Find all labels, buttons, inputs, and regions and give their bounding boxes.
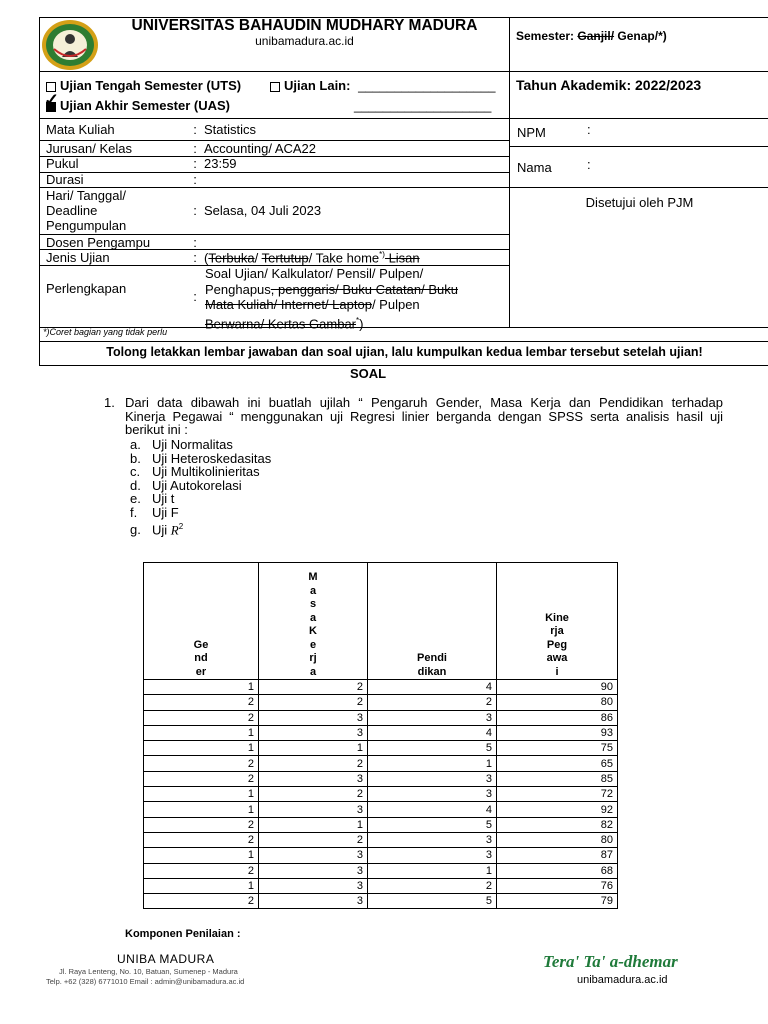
table-cell: 68 [497, 863, 618, 878]
table-cell: 4 [368, 802, 497, 817]
table-cell: 80 [497, 832, 618, 847]
checkmark-icon: ✓ [44, 90, 60, 110]
strike-note: *)Coret bagian yang tidak perlu [43, 327, 168, 337]
table-cell: 5 [368, 741, 497, 756]
semester: Semester: Ganjil/ Genap/*) [516, 29, 667, 43]
table-row [144, 680, 618, 695]
nama-label: Nama [517, 160, 552, 175]
table-cell: 3 [259, 878, 368, 893]
table-cell: 2 [368, 878, 497, 893]
table-cell: 1 [259, 741, 368, 756]
header-gender: Ge nd er [144, 563, 259, 680]
divider [39, 118, 768, 119]
table-cell: 2 [144, 771, 259, 786]
table-cell: 1 [259, 817, 368, 832]
table-cell: 90 [497, 680, 618, 695]
table-cell: 2 [259, 695, 368, 710]
table-row [144, 878, 618, 893]
table-cell: 3 [259, 710, 368, 725]
table-cell: 1 [144, 878, 259, 893]
field-deadline-label: Hari/ Tanggal/ Deadline Pengumpulan [46, 188, 127, 233]
table-cell: 2 [144, 756, 259, 771]
table-row [144, 771, 618, 786]
divider [39, 71, 768, 72]
table-cell: 4 [368, 725, 497, 740]
question-number: 1. [104, 395, 115, 410]
table-cell: 2 [144, 832, 259, 847]
table-cell: 3 [368, 832, 497, 847]
table-cell: 93 [497, 725, 618, 740]
table-cell: 2 [259, 787, 368, 802]
table-cell: 3 [368, 710, 497, 725]
field-mata-kuliah: Mata Kuliah : Statistics [46, 122, 257, 137]
field-perlengkapan-label: Perlengkapan: [46, 281, 197, 304]
field-deadline-value: : Selasa, 04 Juli 2023 [193, 203, 322, 218]
field-durasi: Durasi : [46, 172, 197, 187]
table-header-row [144, 563, 618, 680]
field-pukul: Pukul : 23:59 [46, 156, 237, 171]
table-cell: 87 [497, 848, 618, 863]
table-cell: 3 [368, 848, 497, 863]
table-cell: 75 [497, 741, 618, 756]
table-cell: 1 [144, 680, 259, 695]
approved-by: Disetujui oleh PJM [585, 195, 694, 210]
table-cell: 1 [144, 741, 259, 756]
table-cell: 3 [368, 787, 497, 802]
table-cell: 5 [368, 894, 497, 909]
other-exam-option[interactable]: Ujian Lain: ___________________ [270, 78, 495, 93]
footer-contact: Telp. +62 (328) 6771010 Email : admin@unibamadura.ac.id [46, 977, 245, 986]
divider [39, 341, 768, 342]
field-dosen: Dosen Pengampu : [46, 235, 197, 250]
table-cell: 85 [497, 771, 618, 786]
footer-address: Jl. Raya Lenteng, No. 10, Batuan, Sumenep - Madura [59, 967, 238, 976]
table-cell: 3 [259, 848, 368, 863]
table-row [144, 802, 618, 817]
table-cell: 2 [259, 832, 368, 847]
table-cell: 1 [144, 848, 259, 863]
divider [509, 146, 768, 147]
header-kinerja: Kine rja Peg awa i [497, 563, 618, 680]
table-row [144, 894, 618, 909]
footer-slogan: Tera' Ta' a-dhemar [543, 952, 678, 971]
table-cell: 1 [144, 802, 259, 817]
table-row [144, 741, 618, 756]
soal-title: SOAL [350, 366, 387, 381]
table-cell: 76 [497, 878, 618, 893]
npm-colon: : [587, 122, 591, 137]
table-cell: 72 [497, 787, 618, 802]
footer-site: unibamadura.ac.id [577, 974, 668, 986]
checkbox-icon[interactable] [270, 82, 280, 92]
table-row [144, 756, 618, 771]
table-cell: 1 [368, 863, 497, 878]
table-cell: 3 [259, 863, 368, 878]
list-item: g. Uji $R^2$ [130, 521, 184, 537]
table-cell: 2 [144, 894, 259, 909]
table-cell: 2 [144, 710, 259, 725]
table-cell: 2 [144, 695, 259, 710]
table-row [144, 787, 618, 802]
list-item: f. Uji F [130, 504, 179, 520]
academic-year: Tahun Akademik: 2022/2023 [516, 77, 702, 93]
field-jurusan: Jurusan/ Kelas : Accounting/ ACA22 [46, 141, 317, 156]
table-cell: 65 [497, 756, 618, 771]
table-cell: 2 [144, 817, 259, 832]
question-text: Dari data dibawah ini buatlah ujilah “ Pengaruh Gender, Masa Kerja dan Pendidikan terhadap Kinerja Pegawai “ menggunakan uji Regresi linier berganda dengan SPSS serta analisis hasil uji berikut ini : [125, 395, 723, 438]
list-item: c. Uji Multikolinieritas [130, 464, 260, 480]
table-row [144, 695, 618, 710]
table-cell: 86 [497, 710, 618, 725]
table-row [144, 725, 618, 740]
table-row [144, 863, 618, 878]
divider [509, 187, 768, 188]
table-cell: 3 [259, 894, 368, 909]
table-cell: 5 [368, 817, 497, 832]
table-cell: 2 [259, 756, 368, 771]
field-perlengkapan-value: Soal Ujian/ Kalkulator/ Pensil/ Pulpen/ Penghapus, penggaris/ Buku Catatan/ Buku Mata Kuliah/ Internet/ Laptop/ Pulpen Berwarna/ Kertas Gambar*) [205, 266, 458, 331]
list-item: e. Uji t [130, 491, 175, 507]
uas-option[interactable]: Ujian Akhir Semester (UAS) [46, 98, 230, 113]
table-cell: 1 [144, 725, 259, 740]
divider [509, 17, 510, 327]
table-cell: 3 [259, 802, 368, 817]
header-pendidikan: Pendi dikan [368, 563, 497, 680]
table-row [144, 848, 618, 863]
test-list [130, 438, 271, 536]
komponen-penilaian: Komponen Penilaian : [125, 928, 241, 940]
instruction: Tolong letakkan lembar jawaban dan soal ujian, lalu kumpulkan kedua lembar tersebut setelah ujian! [106, 345, 703, 359]
university-website: unibamadura.ac.id [255, 34, 354, 48]
table-cell: 2 [259, 680, 368, 695]
table-row [144, 817, 618, 832]
table-cell: 3 [368, 771, 497, 786]
other-exam-line: ___________________ [354, 98, 492, 113]
table-row [144, 710, 618, 725]
table-cell: 4 [368, 680, 497, 695]
data-table [143, 562, 618, 909]
table-cell: 3 [259, 771, 368, 786]
university-logo [40, 19, 100, 71]
field-jenis-ujian: Jenis Ujian : (Terbuka/ Tertutup/ Take home*) Lisan [46, 250, 420, 266]
table-cell: 3 [259, 725, 368, 740]
list-item: a. Uji Normalitas [130, 437, 233, 452]
table-cell: 1 [368, 756, 497, 771]
table-cell: 79 [497, 894, 618, 909]
header-masa-kerja: M a s a K e rj a [259, 563, 368, 680]
table-cell: 92 [497, 802, 618, 817]
table-cell: 2 [144, 863, 259, 878]
nama-colon: : [587, 157, 591, 172]
list-item: b. Uji Heteroskedasitas [130, 450, 272, 466]
uts-option[interactable]: Ujian Tengah Semester (UTS) [46, 78, 241, 93]
table-row [144, 832, 618, 847]
table-cell: 1 [144, 787, 259, 802]
table-cell: 82 [497, 817, 618, 832]
university-name: UNIVERSITAS BAHAUDIN MUDHARY MADURA [131, 17, 478, 34]
list-item: d. Uji Autokorelasi [130, 477, 242, 493]
footer-name: UNIBA MADURA [117, 952, 215, 966]
table-cell: 2 [368, 695, 497, 710]
table-cell: 80 [497, 695, 618, 710]
npm-label: NPM [517, 125, 546, 140]
